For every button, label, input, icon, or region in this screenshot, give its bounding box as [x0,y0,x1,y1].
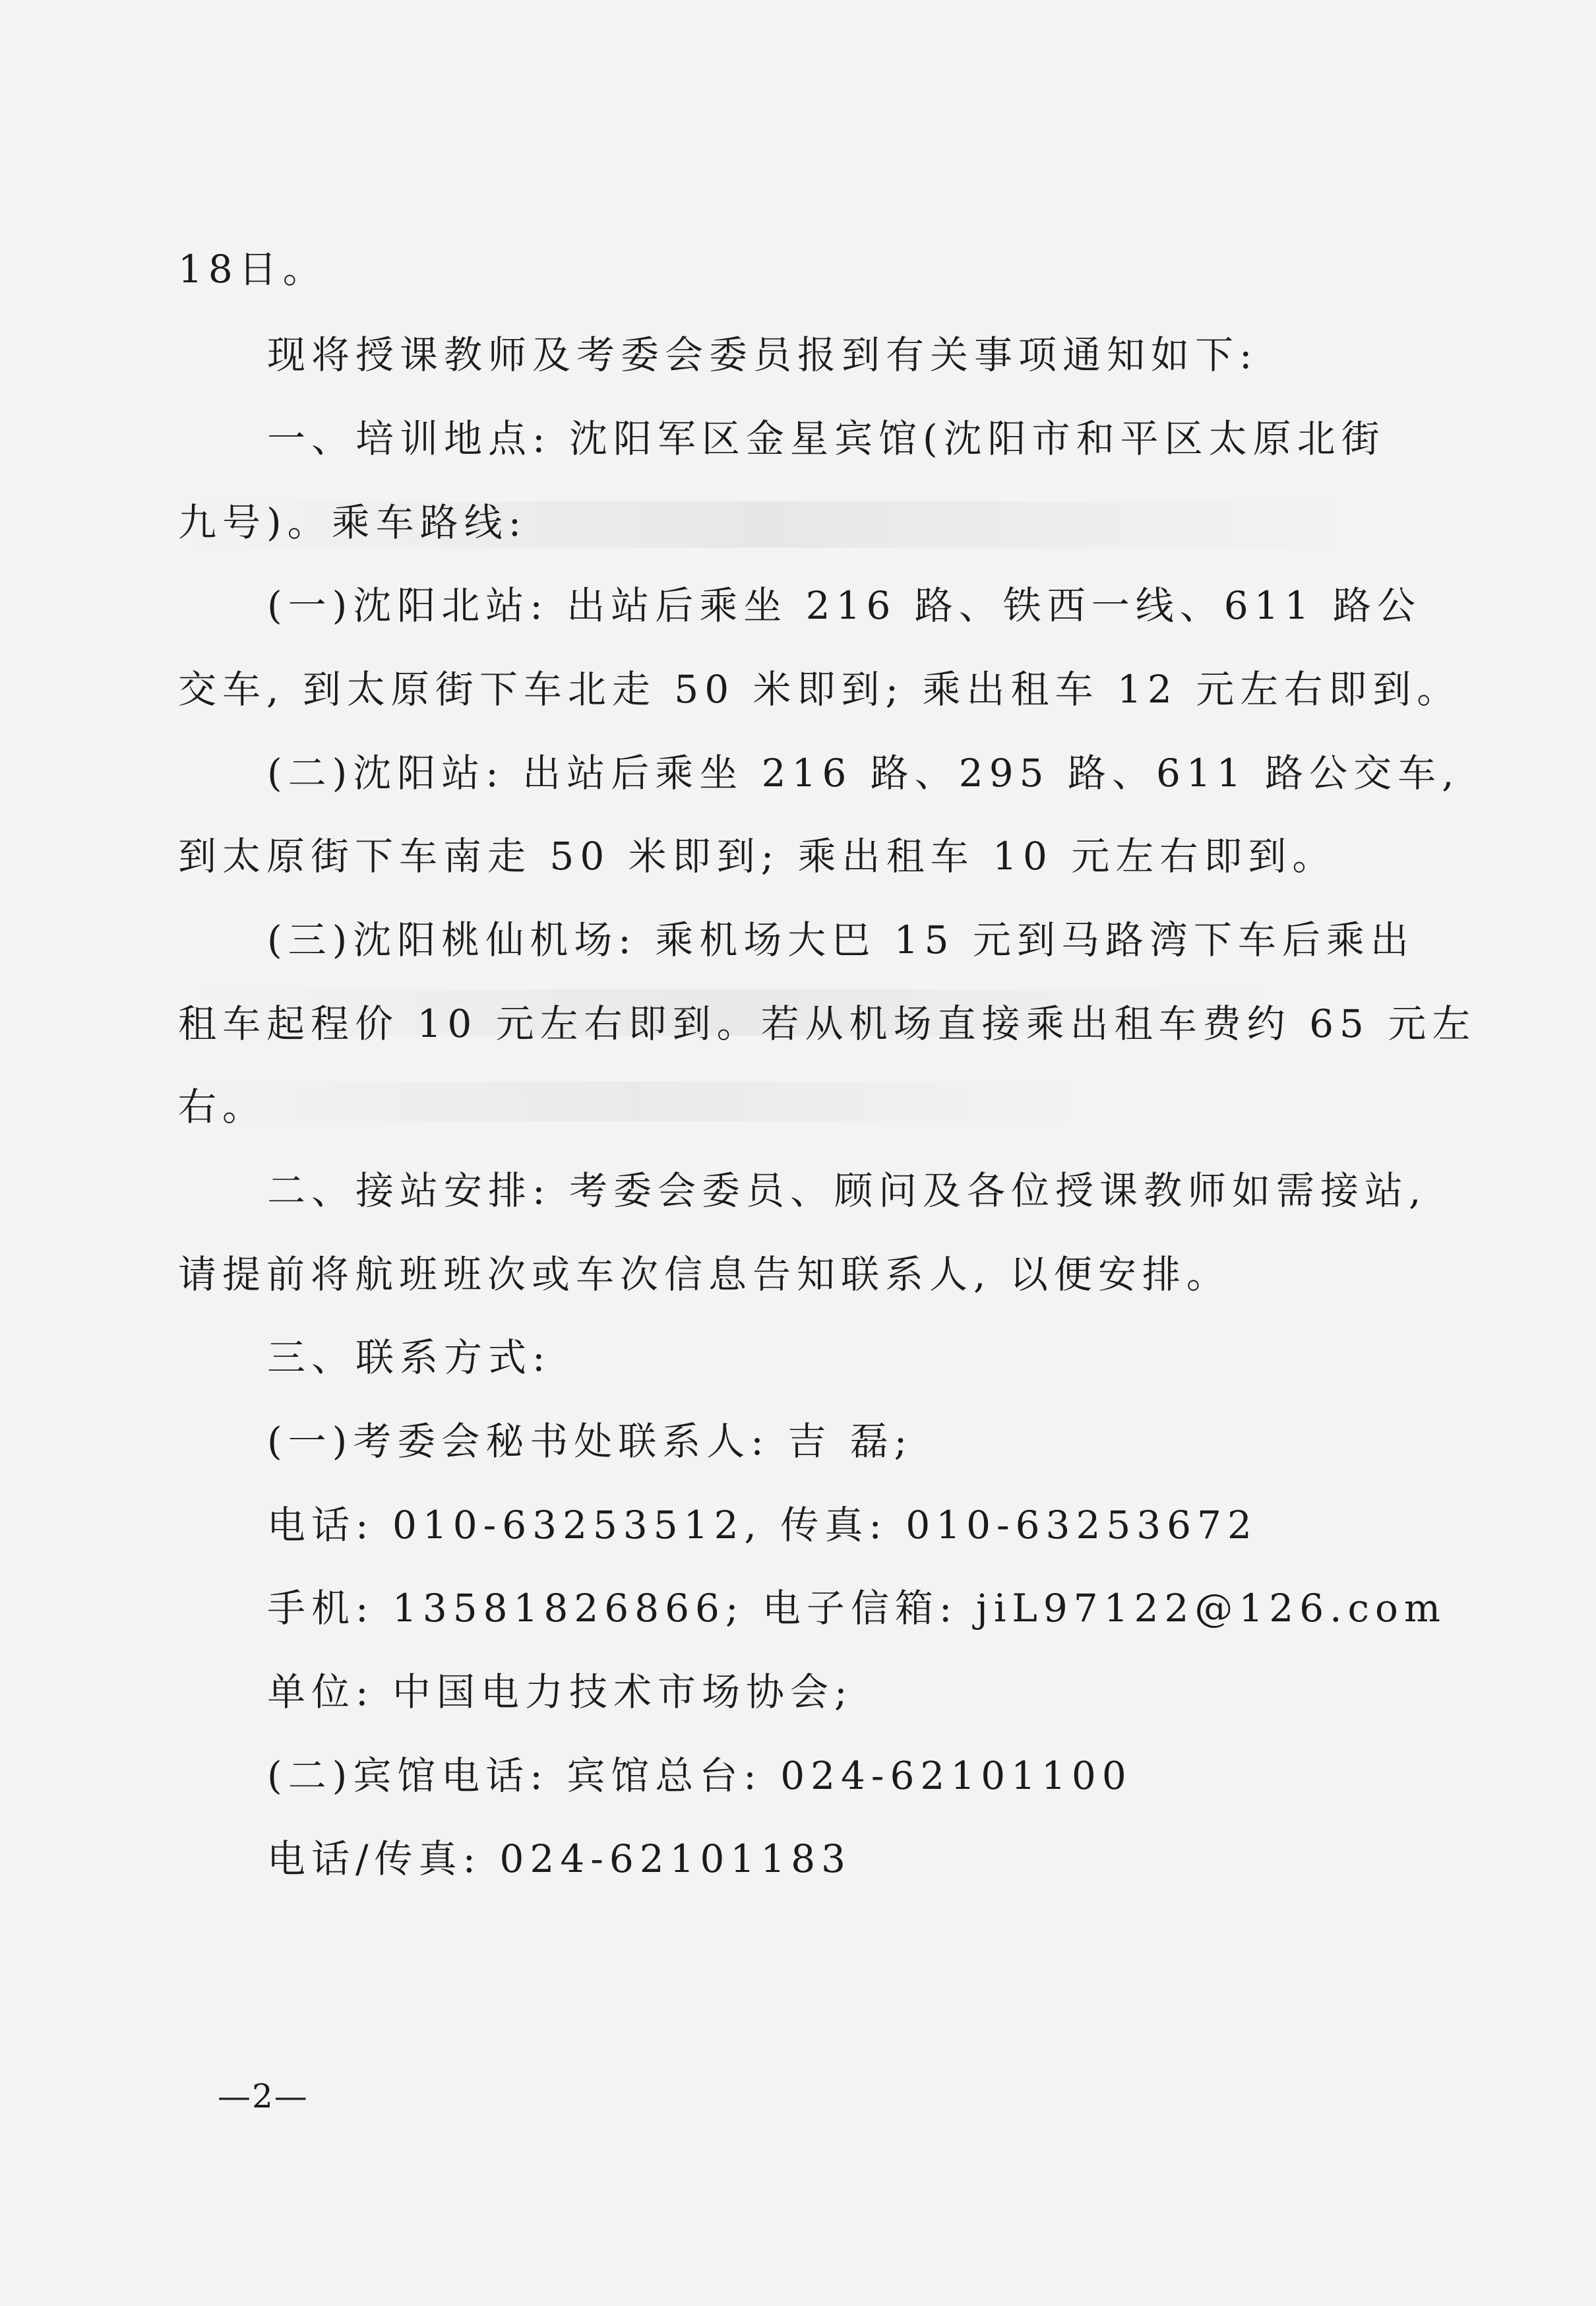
text-line-10: 租车起程价 10 元左右即到。若从机场直接乘出租车费约 65 元左 [178,1001,1477,1046]
text-line-1: 18日。 [178,247,327,292]
text-line-19: (二)宾馆电话: 宾馆总台: 024-62101100 [267,1753,1132,1798]
text-line-14: 三、联系方式: [267,1335,551,1380]
text-line-13: 请提前将航班班次或车次信息告知联系人, 以便安排。 [178,1252,1231,1297]
text-line-17: 手机: 13581826866; 电子信箱: jiL97122@126.com [267,1586,1446,1631]
text-line-4: 九号)。乘车路线: [178,500,528,545]
text-line-15: (一)考委会秘书处联系人: 吉 磊; [267,1419,913,1464]
text-line-8: 到太原街下车南走 50 米即到; 乘出租车 10 元左右即到。 [178,834,1337,879]
text-line-5: (一)沈阳北站: 出站后乘坐 216 路、铁西一线、611 路公 [267,583,1421,628]
bleed-through-shadow [171,1082,1095,1121]
page-number: —2— [218,2077,309,2115]
text-line-3: 一、培训地点: 沈阳军区金星宾馆(沈阳市和平区太原北街 [267,416,1386,461]
text-line-2: 现将授课教师及考委会委员报到有关事项通知如下: [267,332,1258,377]
text-line-16: 电话: 010-63253512, 传真: 010-63253672 [267,1503,1258,1547]
text-line-9: (三)沈阳桃仙机场: 乘机场大巴 15 元到马路湾下车后乘出 [267,918,1415,962]
text-line-6: 交车, 到太原街下车北走 50 米即到; 乘出租车 12 元左右即到。 [178,667,1461,712]
text-line-12: 二、接站安排: 考委会委员、顾问及各位授课教师如需接站, [267,1168,1427,1213]
text-line-18: 单位: 中国电力技术市场协会; [267,1669,853,1714]
text-line-7: (二)沈阳站: 出站后乘坐 216 路、295 路、611 路公交车, [267,751,1460,795]
text-line-20: 电话/传真: 024-62101183 [267,1836,852,1881]
text-line-11: 右。 [178,1084,267,1129]
